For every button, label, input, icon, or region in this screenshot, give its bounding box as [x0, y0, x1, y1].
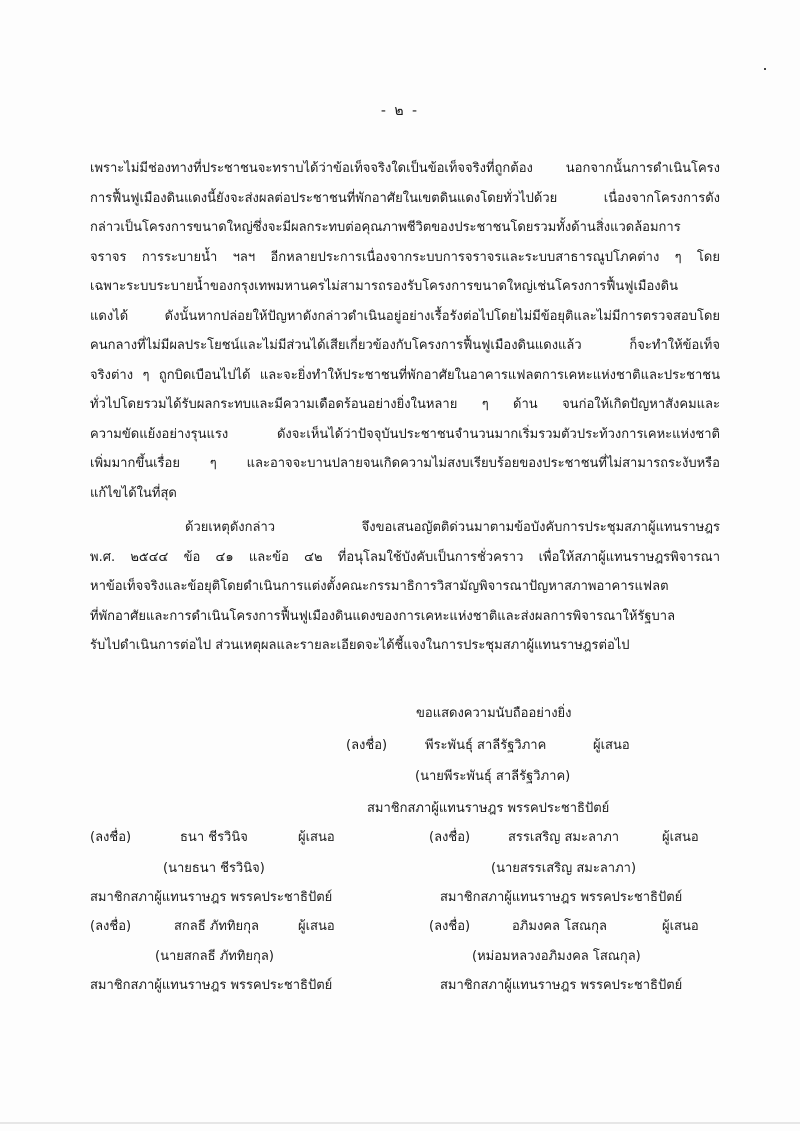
word: กล่าวเป็นโครงการขนาดใหญ่ซึ่งจะมีผลกระทบต่อคุณภาพชีวิตของประชาชนโดยรวมทั้งด้านสิ่งแวดล้อมการ — [90, 220, 681, 235]
signer-signature: อภิมงคล โสณกุล — [512, 919, 607, 934]
signature-label: (ลงชื่อ) — [429, 919, 471, 934]
body-line — [90, 307, 720, 327]
body-line — [90, 607, 720, 627]
word: เนื่องจากโครงการดัง — [603, 190, 720, 206]
body-line — [90, 218, 720, 238]
signer-signature: สกลธี ภัททิยกุล — [174, 919, 260, 934]
word: ถูกบิดเบือนไปได้ — [158, 367, 251, 383]
signer-signature: พีระพันธุ์ สาลีรัฐวิภาค — [425, 738, 547, 753]
word: ฯลฯ — [232, 249, 256, 265]
body-line — [90, 395, 720, 415]
signature-label: (ลงชื่อ) — [346, 738, 388, 753]
word: ด้วยเหตุดังกล่าว — [185, 520, 276, 535]
body-line — [90, 366, 720, 386]
body-line — [90, 277, 720, 297]
signature-label: (ลงชื่อ) — [429, 830, 471, 845]
word: และข้อ — [248, 549, 289, 565]
word: หาข้อเท็จจริงและข้อยุติโดยดำเนินการแต่งตั้งคณะกรรมาธิการวิสามัญพิจารณาปัญหาสภาพอาคารแฟลต — [90, 579, 669, 594]
body-line — [90, 425, 720, 445]
word: เพื่อให้สภาผู้แทนราษฎรพิจารณา — [538, 549, 720, 565]
scan-edge — [0, 1122, 800, 1124]
word: จริงต่าง — [90, 367, 134, 383]
body-line — [90, 336, 720, 356]
word: ๆ — [142, 367, 150, 383]
word: ดังจะเห็นได้ว่าปัจจุบันประชาชนจำนวนมากเริ่มรวมตัวประท้วงการเคหะแห่งชาติ — [276, 426, 720, 442]
body-line — [185, 518, 720, 538]
word: แดงได้ — [90, 308, 129, 324]
signer-full-name: (หม่อมหลวงอภิมงคล โสณกุล) — [472, 949, 641, 964]
body-line: รับไปดำเนินการต่อไป ส่วนเหตุผลและรายละเอียดจะได้ชี้แจงในการประชุมสภาผู้แทนราษฎรต่อไป — [90, 638, 630, 653]
signer-full-name: (นายธนา ชีรวินิจ) — [163, 861, 265, 876]
signer-role: ผู้เสนอ — [298, 919, 335, 934]
word: การระบายน้ำ — [141, 249, 218, 265]
signer-role: ผู้เสนอ — [662, 919, 699, 934]
signature-label: (ลงชื่อ) — [90, 919, 132, 934]
body-line — [90, 189, 720, 209]
word: จนก่อให้เกิดปัญหาสังคมและ — [562, 397, 720, 412]
body-line — [90, 577, 720, 597]
signer-position: สมาชิกสภาผู้แทนราษฎร พรรคประชาธิปัตย์ — [90, 978, 333, 993]
word: และอาจจะบานปลายจนเกิดความไม่สงบเรียบร้อยของประชาชนที่ไม่สามารถระงับหรือ — [246, 456, 720, 471]
word: ด้าน — [513, 397, 538, 412]
word: ที่อนุโลมใช้บังคับเป็นการชั่วคราว — [337, 549, 524, 565]
page-number: - ๒ - — [380, 103, 420, 119]
signature-label: (ลงชื่อ) — [90, 830, 132, 845]
body-line — [90, 548, 720, 568]
word: ๆ — [674, 249, 682, 265]
word: ๔๒ — [304, 549, 323, 565]
signer-role: ผู้เสนอ — [593, 738, 630, 753]
body-line — [90, 454, 720, 474]
scan-mark — [764, 68, 766, 70]
word: ที่พักอาศัยและการดำเนินโครงการฟื้นฟูเมืองดินแดงของการเคหะแห่งชาติและส่งผลการพิจารณาให้รัฐบาล — [90, 608, 676, 624]
signer-position: สมาชิกสภาผู้แทนราษฎร พรรคประชาธิปัตย์ — [367, 801, 610, 816]
signer-position: สมาชิกสภาผู้แทนราษฎร พรรคประชาธิปัตย์ — [440, 890, 683, 905]
signer-signature: ธนา ชีรวินิจ — [180, 830, 248, 845]
word: เฉพาะระบบระบายน้ำของกรุงเทพมหานครไม่สามารถรองรับโครงการขนาดใหญ่เช่นโครงการฟื้นฟูเมืองดิน — [90, 279, 678, 294]
word: จึงขอเสนอญัตติด่วนมาตามข้อบังคับการประชุมสภาผู้แทนราษฎร — [361, 520, 720, 535]
word: ๆ — [209, 456, 217, 471]
word: ๔๑ — [215, 549, 234, 565]
body-line — [90, 159, 720, 179]
word: จราจร — [90, 249, 127, 265]
word: นอกจากนั้นการดำเนินโครง — [565, 161, 720, 176]
word: ข้อ — [183, 549, 201, 565]
signer-full-name: (นายพีระพันธุ์ สาลีรัฐวิภาค) — [415, 769, 571, 784]
word: ความขัดแย้งอย่างรุนแรง — [90, 426, 229, 442]
word: และจะยิ่งทำให้ประชาชนที่พักอาศัยในอาคารแฟลตการเคหะแห่งชาติและประชาชน — [259, 367, 720, 383]
word: อีกหลายประการเนื่องจากระบบการจราจรและระบบสาธารณูปโภคต่าง — [270, 249, 660, 265]
signer-position: สมาชิกสภาผู้แทนราษฎร พรรคประชาธิปัตย์ — [440, 978, 683, 993]
word: ทั่วไปโดยรวมได้รับผลกระทบและมีความเดือดร้อนอย่างยิ่งในหลาย — [90, 397, 458, 412]
word: การฟื้นฟูเมืองดินแดงนี้ยังจะส่งผลต่อประชาชนที่พักอาศัยในเขตดินแดงโดยทั่วไปด้วย — [90, 190, 558, 206]
signer-role: ผู้เสนอ — [662, 830, 699, 845]
word: ดังนั้นหากปล่อยให้ปัญหาดังกล่าวดำเนินอยู่อย่างเรื้อรังต่อไปโดยไม่มีข้อยุติและไม่มีการตรวจสอบโดย — [164, 308, 720, 324]
word: ๒๕๔๔ — [130, 549, 169, 565]
signer-full-name: (นายสกลธี ภัททิยกุล) — [155, 949, 274, 964]
signer-role: ผู้เสนอ — [298, 830, 335, 845]
word: พ.ศ. — [90, 549, 116, 565]
word: ก็จะทำให้ข้อเท็จ — [629, 338, 720, 353]
body-line: แก้ไขได้ในที่สุด — [90, 485, 177, 501]
word: เพราะไม่มีช่องทางที่ประชาชนจะทราบได้ว่าข้อเท็จจริงใดเป็นข้อเท็จจริงที่ถูกต้อง — [90, 161, 533, 176]
signer-signature: สรรเสริญ สมะลาภา — [508, 830, 620, 845]
signer-full-name: (นายสรรเสริญ สมะลาภา) — [491, 861, 637, 876]
signer-position: สมาชิกสภาผู้แทนราษฎร พรรคประชาธิปัตย์ — [90, 890, 333, 905]
word: โดย — [696, 249, 720, 265]
word: คนกลางที่ไม่มีผลประโยชน์และไม่มีส่วนได้เสียเกี่ยวข้องกับโครงการฟื้นฟูเมืองดินแดงแล้ว — [90, 338, 582, 353]
word: เพิ่มมากขึ้นเรื่อย — [90, 456, 180, 471]
word: ๆ — [481, 397, 489, 412]
body-line — [90, 248, 720, 268]
closing-salutation: ขอแสดงความนับถืออย่างยิ่ง — [416, 706, 572, 721]
